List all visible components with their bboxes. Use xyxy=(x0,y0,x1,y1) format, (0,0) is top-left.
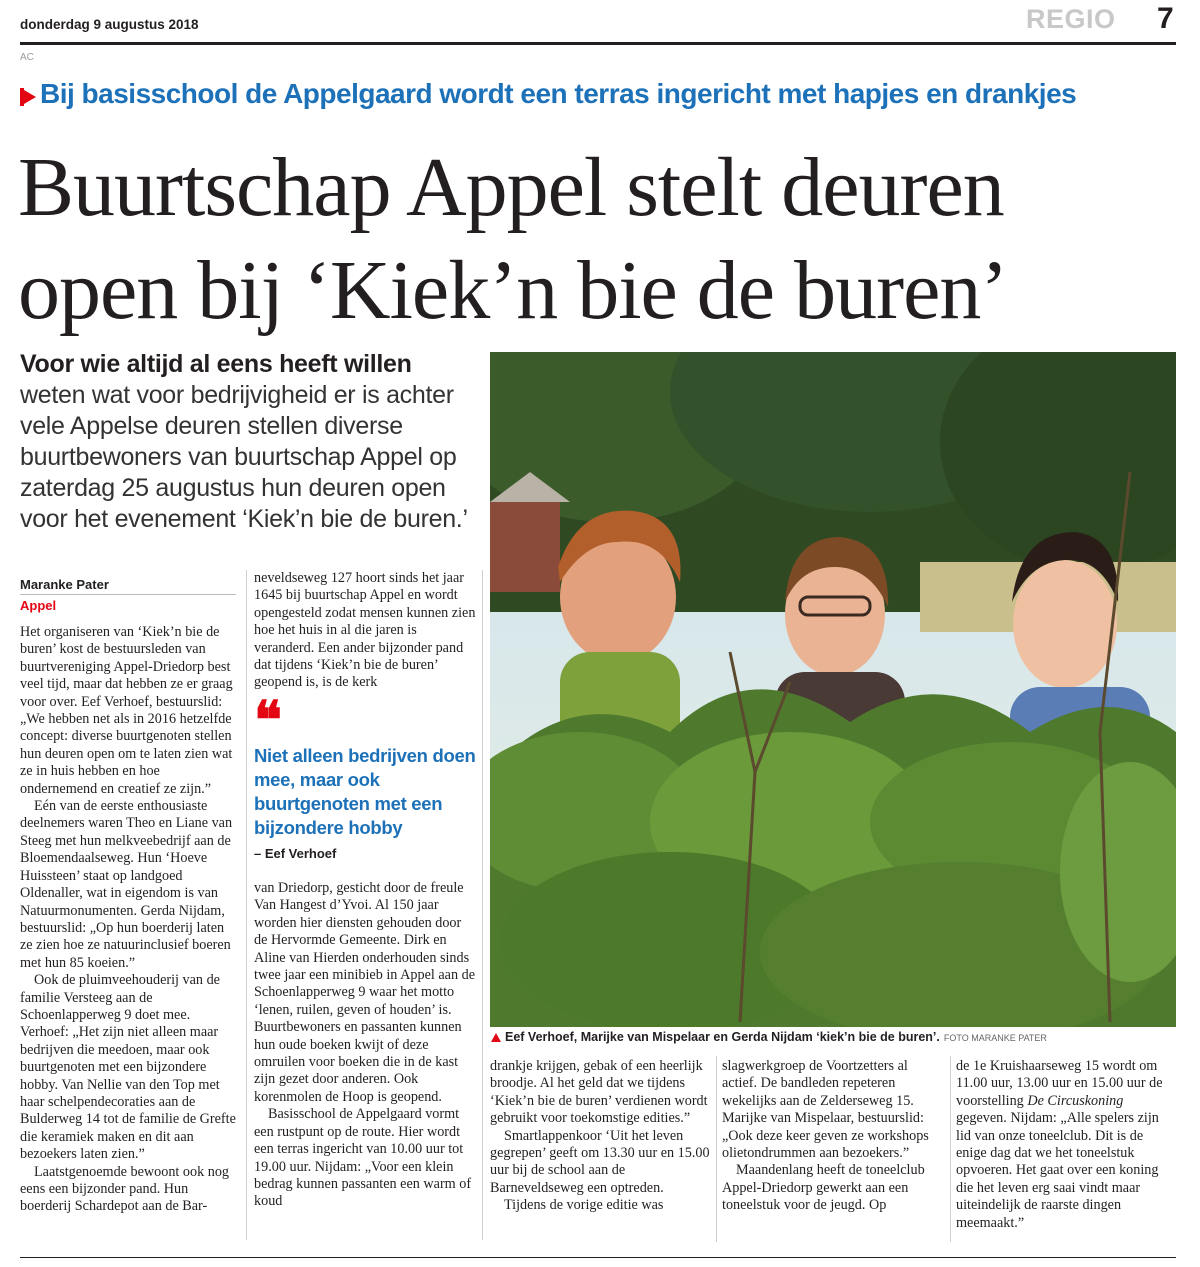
paragraph: Laatstgenoemde bewoont ook nog eens een bijzonder pand. Hun boerderij Schardepot aan de Bar- xyxy=(20,1163,230,1215)
paragraph: Tijdens de vorige editie was xyxy=(504,1197,664,1214)
edition-code: AC xyxy=(20,52,34,63)
text-run: gegeven. Nijdam: „Alle spelers zijn lid van onze toneelclub. Dit is de enige dag dat we het toneelstuk opvoeren. Het gaat over een koning die het leven erg saai vindt maar uiteindelijk de raarste dingen meemaakt.” xyxy=(956,1110,1159,1231)
footer-rule xyxy=(20,1257,1176,1258)
text-run: de 1e Kruishaarseweg 15 wordt om 11.00 uur, 13.00 uur en 15.00 uur de voorstelling xyxy=(956,1058,1163,1109)
show-title: De Circuskoning xyxy=(1027,1092,1124,1109)
kicker-arrow-icon xyxy=(24,90,36,104)
photo-illustration xyxy=(490,352,1176,1027)
column-divider xyxy=(246,570,247,1240)
headline-line-1: Buurtschap Appel stelt deuren xyxy=(18,141,1004,234)
paragraph: drankje krijgen, gebak of een heerlijk broodje. Al het geld dat we tijdens ‘Kiek’n bie de buren’ verdienen wordt gebruikt voor toekomstige edities.” xyxy=(490,1058,708,1127)
edition-date: donderdag 9 augustus 2018 xyxy=(20,17,199,32)
intro-text xyxy=(20,380,490,535)
pull-quote-author: – Eef Verhoef xyxy=(254,846,337,861)
intro-line: zaterdag 25 augustus hun deuren open xyxy=(20,474,446,502)
column-1 xyxy=(20,624,240,1216)
intro-line: voor het evenement ‘Kiek’n bie de buren.’ xyxy=(20,505,468,533)
headline xyxy=(18,136,1188,342)
column-divider xyxy=(716,1056,717,1242)
paragraph: van Driedorp, gesticht door de freule Van Hangest d’Yvoi. Al 150 jaar worden hier diensten gehouden door de Hervormde Gemeente. Dirk en Aline van Hierden onderhouden sinds twee jaar een minibieb in Appel aan de Schoenlapperweg 9 waar het motto ‘lenen, ruilen, geven of houden’ is. Buurtbewoners en passanten kunnen hun oude boeken kwijt of deze omruilen voor boeken die in de kast zijn gezet door anderen. Ook korenmolen de Hoop is geopend. xyxy=(254,880,476,1105)
article-photo xyxy=(490,352,1176,1027)
intro-line: buurtbewoners van buurtschap Appel op xyxy=(20,443,457,471)
intro-lead: Voor wie altijd al eens heeft willen xyxy=(20,350,412,378)
kicker: Bij basisschool de Appelgaard wordt een terras ingericht met hapjes en drankjes xyxy=(40,78,1077,109)
header-rule xyxy=(20,42,1176,45)
paragraph: Smartlappenkoor ‘Uit het leven gegrepen’ geeft om 13.30 uur en 15.00 uur bij de school aan de Barneveldseweg een optreden. xyxy=(490,1127,710,1196)
column-5 xyxy=(956,1058,1176,1232)
caption-text: Eef Verhoef, Marijke van Mispelaar en Gerda Nijdam ‘kiek’n bie de buren’. xyxy=(505,1030,940,1044)
column-4 xyxy=(722,1058,944,1215)
paragraph: neveldseweg 127 hoort sinds het jaar 1645 bij buurtschap Appel en wordt opengesteld zodat mensen kunnen zien hoe het huis in al die jaren is veranderd. Een ander bijzonder pand dat tijdens ‘Kiek’n bie de buren’ geopend is, is de kerk xyxy=(254,570,476,691)
photo-credit: FOTO MARANKE PATER xyxy=(943,1033,1047,1043)
section-label: REGIO xyxy=(1026,4,1116,34)
paragraph: Ook de pluimveehouderij van de familie Versteeg aan de Schoenlapperweg 9 doet mee. Verhoef: „Het zijn niet alleen maar bedrijven die meedoen, maar ook buurtgenoten met een bijzondere hobby. Van Nellie van den Top met haar schelpendecoraties aan de Bulderweg 14 tot de familie de Grefte die keramiek maken en dit aan bezoekers laten zien.” xyxy=(20,972,236,1163)
headline-line-2: open bij ‘Kiek’n bie de buren’ xyxy=(18,244,1008,337)
column-3 xyxy=(490,1058,712,1215)
caption-triangle-icon xyxy=(491,1033,501,1042)
paragraph: Het organiseren van ‘Kiek’n bie de buren’ kost de bestuursleden van buurtvereniging Appel-Driedorp best veel tijd, maar dat hebben ze er graag voor over. Eef Verhoef, bestuurslid: „We hebben net als in 2016 hetzelfde concept: diverse buurtgenoten stellen hun deuren open om te laten zien wat ze in huis hebben en hoe ondernemend en creatief ze zijn.” xyxy=(20,624,233,797)
pull-quote: Niet alleen bedrijven doen mee, maar ook buurtgenoten met een bijzondere hobby xyxy=(254,745,476,838)
quote-mark-icon: ❝ xyxy=(254,693,282,750)
page-number: 7 xyxy=(1157,2,1174,35)
paragraph: slagwerkgroep de Voortzetters al actief. De bandleden repeteren wekelijks aan de Zelderseweg 15. Marijke van Mispelaar, bestuurslid: „Ook deze keer geven ze workshops olietondrummen aan bezoekers.” xyxy=(722,1058,929,1162)
column-2-bottom xyxy=(254,880,476,1211)
column-divider xyxy=(950,1056,951,1242)
intro-line: vele Appelse deuren stellen diverse xyxy=(20,412,403,440)
photo-caption xyxy=(505,1030,1047,1044)
column-2-top xyxy=(254,570,476,692)
paragraph xyxy=(956,1058,1176,1232)
paragraph: Basisschool de Appelgaard vormt een rustpunt op de route. Hier wordt een terras ingericht van 10.00 uur tot 19.00 uur. Nijdam: „Voor een klein bedrag kunnen passanten een warm of koud xyxy=(254,1106,472,1210)
byline-divider xyxy=(20,594,236,595)
dateline-location: Appel xyxy=(20,598,57,613)
column-divider xyxy=(482,570,483,1240)
intro-line: weten wat voor bedrijvigheid er is achter xyxy=(20,381,454,409)
paragraph: Maandenlang heeft de toneelclub Appel-Driedorp gewerkt aan een toneelstuk voor de jeugd. Op xyxy=(722,1162,925,1214)
author: Maranke Pater xyxy=(20,577,109,592)
paragraph: Eén van de eerste enthousiaste deelnemers waren Theo en Liane van Steeg met hun melkveebedrijf aan de Bloemendaalseweg. Hun ‘Hoeve Huissteen’ staat op landgoed Oldenaller, wat in eigendom is van Natuurmonumenten. Gerda Nijdam, bestuurslid: „Op hun boerderij laten ze zien hoe ze natuurinclusief boeren met hun 85 koeien.” xyxy=(20,798,233,971)
